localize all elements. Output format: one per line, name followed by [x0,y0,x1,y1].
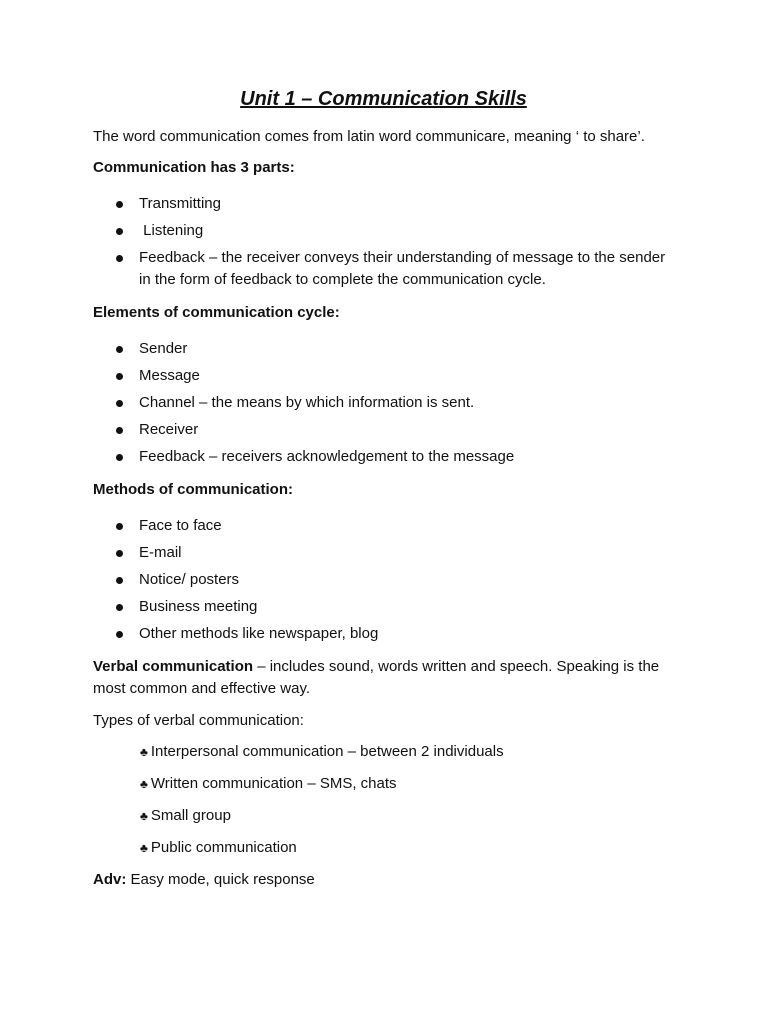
list-item: Feedback – receivers acknowledgement to the message [93,446,668,468]
verbal-label: Verbal communication [93,658,254,675]
bullet-icon [116,201,123,208]
list-item: Transmitting [93,193,668,215]
bullet-icon [116,454,123,461]
bullet-icon [116,400,123,407]
intro-paragraph: The word communication comes from latin word communicare, meaning ‘ to share’. [93,128,645,145]
list-item: Feedback – the receiver conveys their understanding of message to the sender in the form of feedback to complete the communication cycle. [93,247,668,291]
methods-heading: Methods of communication: [93,481,293,498]
bullet-icon [116,373,123,380]
list-item: Sender [93,338,668,360]
adv-paragraph [93,869,668,891]
list-item: Business meeting [93,596,668,618]
parts-heading: Communication has 3 parts: [93,159,295,176]
verbal-paragraph [93,656,668,700]
methods-list [93,515,668,645]
list-item: Notice/ posters [93,569,668,591]
list-item: Listening [93,220,668,242]
bullet-icon [116,346,123,353]
elements-heading: Elements of communication cycle: [93,304,340,321]
bullet-icon [116,577,123,584]
list-item: ♣ Written communication – SMS, chats [140,775,397,792]
bullet-icon [116,255,123,262]
bullet-icon [116,604,123,611]
list-item: Message [93,365,668,387]
bullet-icon [116,427,123,434]
list-item: ♣ Public communication [140,839,297,856]
elements-list [93,338,668,468]
page-title: Unit 1 – Communication Skills [240,88,527,110]
parts-list [93,193,668,291]
club-icon: ♣ [140,841,148,855]
bullet-icon [116,550,123,557]
club-icon: ♣ [140,745,148,759]
adv-text: Easy mode, quick response [126,871,315,888]
bullet-icon [116,228,123,235]
types-heading: Types of verbal communication: [93,712,304,729]
list-item: ♣ Small group [140,807,231,824]
list-item: ♣ Interpersonal communication – between 2 individuals [140,743,504,760]
types-list [93,741,668,859]
club-icon: ♣ [140,777,148,791]
bullet-icon [116,523,123,530]
list-item: Other methods like newspaper, blog [93,623,668,645]
verbal-text: – includes sound, words written and speech. Speaking is the most common and effective way. [93,658,660,697]
list-item: E-mail [93,542,668,564]
list-item: Channel – the means by which information is sent. [93,392,668,414]
adv-label: Adv: [93,871,127,888]
list-item: Receiver [93,419,668,441]
list-item: Face to face [93,515,668,537]
bullet-icon [116,631,123,638]
club-icon: ♣ [140,809,148,823]
